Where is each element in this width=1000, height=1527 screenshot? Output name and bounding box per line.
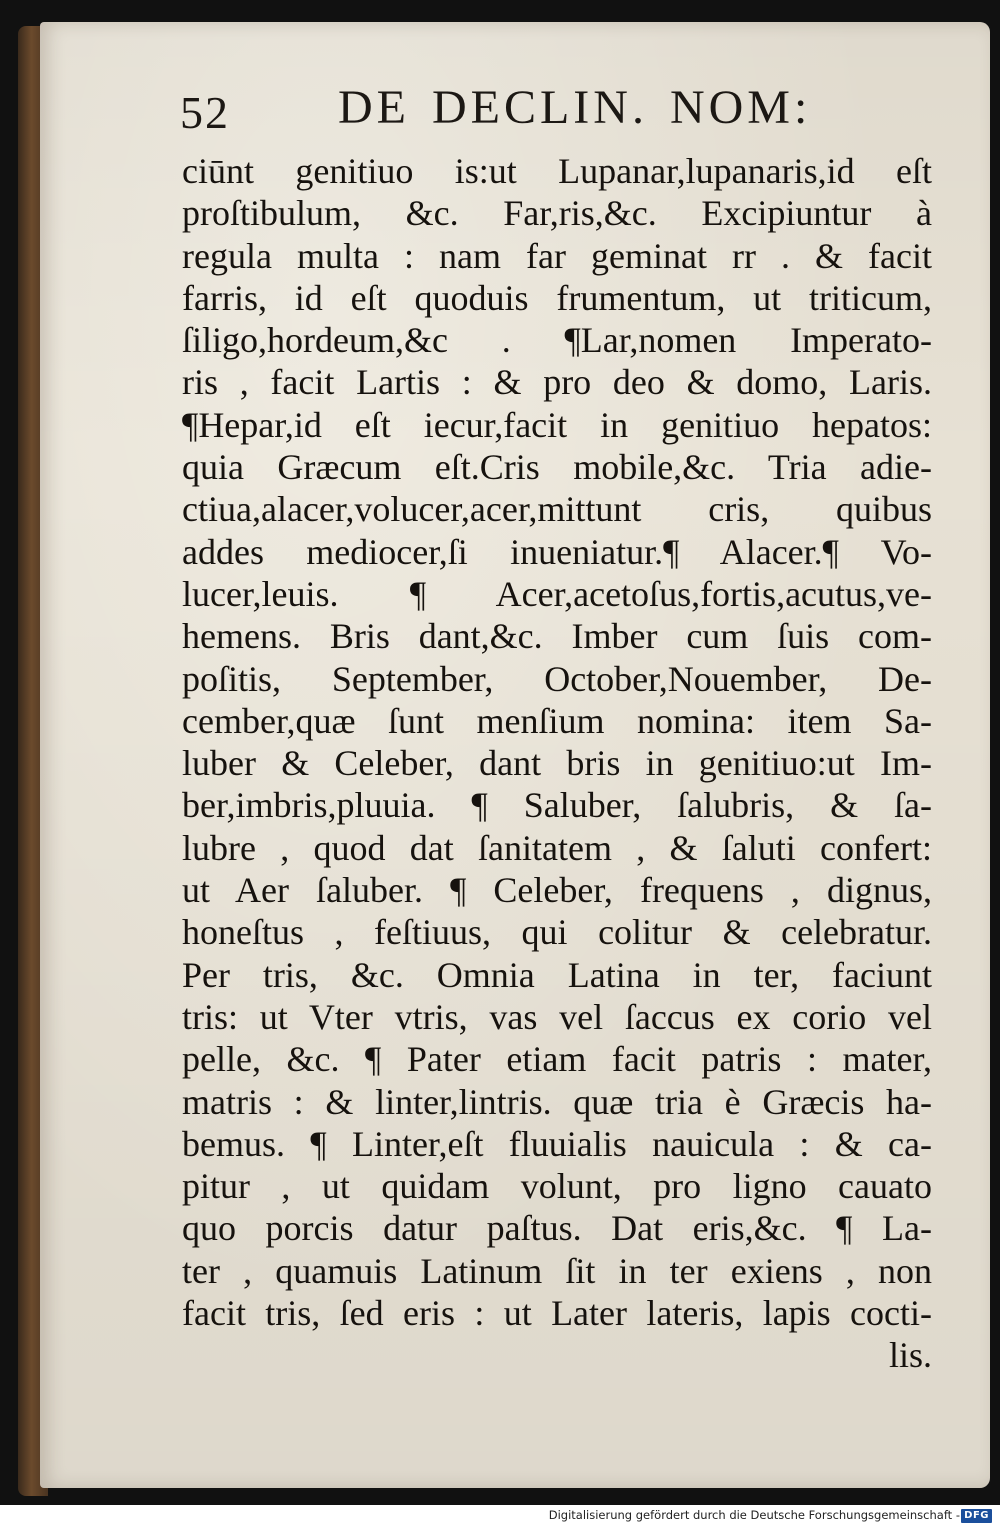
text-line: lubre , quod dat ſanitatem , & ſaluti confert:: [182, 827, 932, 868]
footer-bar: [0, 1505, 1000, 1527]
text-line: proſtibulum, &c. Far,ris,&c. Excipiuntur à: [182, 193, 932, 234]
text-line: lucer,leuis. ¶ Acer,acetoſus,fortis,acutus,ve-: [182, 573, 932, 614]
body-text: [182, 150, 932, 1377]
text-line: poſitis, September, October,Nouember, De-: [182, 658, 932, 699]
text-line: ſiligo,hordeum,&c . ¶Lar,nomen Imperato-: [182, 320, 932, 361]
text-line: hemens. Bris dant,&c. Imber cum ſuis com-: [182, 616, 932, 657]
text-line: Per tris, &c. Omnia Latina in ter, faciunt: [182, 954, 932, 995]
text-line: addes mediocer,ſi inueniatur.¶ Alacer.¶ Vo-: [182, 531, 932, 572]
dfg-logo: DFG: [961, 1509, 992, 1523]
text-line: tris: ut Vter vtris, vas vel ſaccus ex corio vel: [182, 996, 932, 1037]
running-head: [180, 80, 900, 150]
text-line: bemus. ¶ Linter,eſt fluuialis nauicula : & ca-: [182, 1123, 932, 1164]
text-line: farris, id eſt quoduis frumentum, ut triticum,: [182, 277, 932, 318]
text-line: regula multa : nam far geminat rr . & facit: [182, 235, 932, 276]
running-title: DE DECLIN. NOM:: [338, 81, 812, 134]
text-line: ctiua,alacer,volucer,acer,mittunt cris, quibus: [182, 489, 932, 530]
text-line: luber & Celeber, dant bris in genitiuo:ut Im-: [182, 743, 932, 784]
text-line: ¶Hepar,id eſt iecur,facit in genitiuo hepatos:: [182, 404, 932, 445]
text-line: matris : & linter,lintris. quæ tria è Græcis ha-: [182, 1081, 932, 1122]
funding-credit: Digitalisierung gefördert durch die Deutsche Forschungsgemeinschaft -: [548, 1508, 960, 1522]
text-line: ter , quamuis Latinum ſit in ter exiens , non: [182, 1250, 932, 1291]
text-line: quo porcis datur paſtus. Dat eris,&c. ¶ La-: [182, 1208, 932, 1249]
catchword: lis.: [888, 1335, 932, 1376]
text-line: honeſtus , feſtiuus, qui colitur & celebratur.: [182, 912, 932, 953]
text-line: ris , facit Lartis : & pro deo & domo, Laris.: [182, 362, 932, 403]
text-line: quia Græcum eſt.Cris mobile,&c. Tria adie-: [182, 447, 932, 488]
text-line: cember,quæ ſunt menſium nomina: item Sa-: [182, 700, 932, 741]
text-line: ber,imbris,pluuia. ¶ Saluber, ſalubris, & ſa-: [182, 785, 932, 826]
text-line: pitur , ut quidam volunt, pro ligno cauato: [182, 1166, 932, 1207]
text-line: ciūnt genitiuo is:ut Lupanar,lupanaris,id eſt: [182, 151, 932, 191]
page-number: 52: [180, 87, 230, 138]
text-line: ut Aer ſaluber. ¶ Celeber, frequens , dignus,: [182, 870, 932, 911]
text-line: pelle, &c. ¶ Pater etiam facit patris : mater,: [182, 1039, 932, 1080]
text-line: facit tris, ſed eris : ut Later lateris, lapis cocti-: [182, 1293, 932, 1334]
